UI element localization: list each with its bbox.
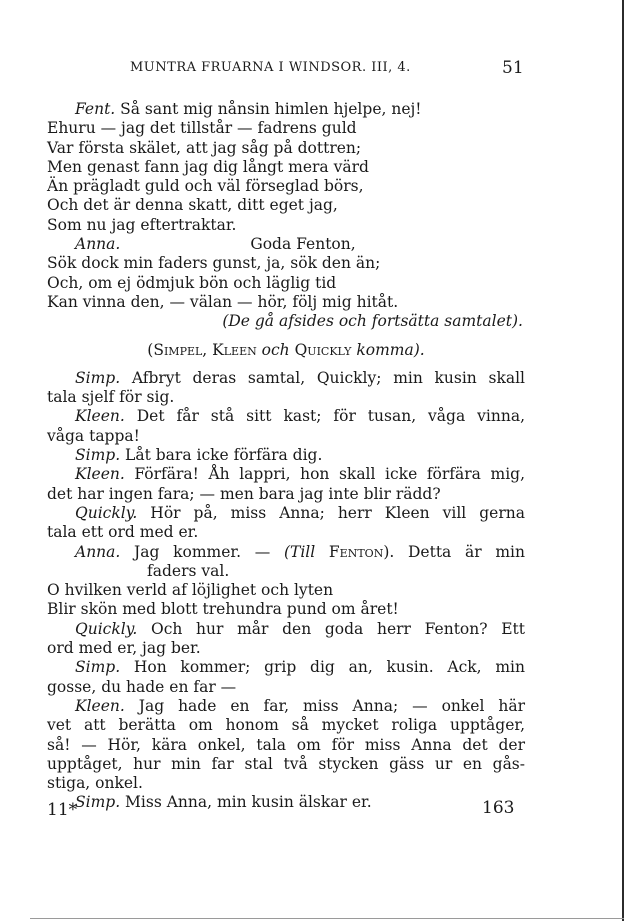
signature-mark: 11*	[47, 800, 78, 820]
speaker-name: Anna.	[75, 542, 121, 561]
aside-direction: (Till	[283, 542, 316, 561]
prose-line: det har ingen fara; — men bara jag inte blir rädd?	[47, 484, 441, 503]
verse-line: Blir skön med blott trehundra pund om året!	[47, 600, 399, 619]
stage-direction-entrance	[47, 341, 525, 360]
line-text: Miss Anna, min kusin älskar er.	[120, 793, 372, 812]
verse-line: Och det är denna skatt, ditt eget jag,	[47, 196, 338, 215]
verse-line: Och, om ej ödmjuk bön och läglig tid	[47, 273, 337, 292]
stage-verb: komma).	[356, 340, 425, 359]
prose-line	[47, 793, 525, 812]
speaker-name: Simp.	[75, 658, 121, 677]
line-text: Förfära! Åh lappri, hon skall icke förfära mig,	[124, 465, 525, 484]
line-text: Det får stå sitt kast; för tusan, våga vinna,	[124, 407, 525, 426]
line-text: Goda Fenton,	[250, 235, 356, 254]
speaker-name: Simp.	[75, 368, 121, 387]
verse-line: Ehuru — jag det tillstår — fadrens guld	[47, 119, 357, 138]
prose-line: våga tappa!	[47, 426, 140, 445]
line-text: Jag hade en far, miss Anna; — onkel här	[124, 696, 525, 715]
aside-name: Fenton	[315, 542, 384, 561]
speaker-name: Kleen.	[75, 696, 125, 715]
prose-line: ord med er, jag ber.	[47, 639, 201, 658]
line-text: Hör på, miss Anna; herr Kleen vill gerna	[137, 503, 525, 522]
verse-line	[47, 100, 525, 119]
speaker-name: Simp.	[75, 793, 121, 812]
line-text: Jag kommer. —	[120, 542, 284, 561]
line-text: Så sant mig nånsin himlen hjelpe, nej!	[115, 100, 422, 118]
speaker-name: Kleen.	[75, 407, 125, 426]
prose-line	[47, 407, 525, 426]
verse-line: Men genast fann jag dig långt mera värd	[47, 157, 369, 176]
speaker-name: Fent.	[75, 100, 116, 118]
prose-line: upptåget, hur min far stal två stycken gäss ur en gås-	[47, 754, 525, 773]
verse-line: O hvilken verld af löjlighet och lyten	[47, 581, 334, 600]
verse-line: Som nu jag eftertraktar.	[47, 215, 237, 234]
line-text: Och hur mår den goda herr Fenton? Ett	[137, 619, 525, 638]
prose-line	[47, 446, 525, 465]
speaker-name: Quickly.	[75, 503, 138, 522]
speaker-name: Kleen.	[75, 465, 125, 484]
page-bottom-edge	[30, 918, 624, 919]
prose-line: vet att berätta om honom så mycket roliga upptåger,	[47, 716, 525, 735]
speaker-name: Anna.	[75, 235, 121, 254]
verse-line: Kan vinna den, — välan — hör, följ mig hitåt.	[47, 292, 399, 311]
verse-line	[47, 235, 525, 254]
prose-line	[47, 697, 525, 716]
verse-line: Var första skälet, att jag såg på dottren;	[47, 138, 362, 157]
running-title: MUNTRA FRUARNA I WINDSOR. III, 4.	[130, 60, 411, 75]
prose-line: tala sjelf för sig.	[47, 388, 175, 407]
prose-line	[47, 369, 525, 388]
page-text	[47, 100, 525, 813]
stage-conjunction: och	[261, 340, 290, 359]
verse-line: Än prägladt guld och väl förseglad börs,	[47, 177, 364, 196]
stage-names: (Simpel, Kleen	[147, 340, 262, 359]
page-number: 51	[502, 58, 524, 78]
prose-line	[47, 504, 525, 523]
prose-line: tala ett ord med er.	[47, 523, 199, 542]
sheet-number: 163	[482, 798, 515, 818]
speaker-name: Simp.	[75, 446, 121, 465]
prose-line: gosse, du hade en far —	[47, 677, 237, 696]
speaker-name: Quickly.	[75, 619, 138, 638]
line-text: Hon kommer; grip dig an, kusin. Ack, min	[120, 658, 525, 677]
line-text: Afbryt deras samtal, Quickly; min kusin skall	[120, 368, 525, 387]
line-text: Låt bara icke förfära dig.	[120, 446, 323, 465]
prose-line	[47, 620, 525, 639]
prose-line: så! — Hör, kära onkel, tala om för miss Anna det der	[47, 735, 525, 754]
prose-line: stiga, onkel.	[47, 774, 143, 793]
verse-line: Sök dock min faders gunst, ja, sök den än;	[47, 254, 381, 273]
prose-line	[47, 543, 525, 562]
prose-line: faders val.	[147, 561, 230, 580]
prose-line	[47, 658, 525, 677]
stage-direction: (De gå afsides och fortsätta samtalet).	[222, 312, 523, 331]
stage-names: Quickly	[289, 340, 357, 359]
prose-line	[47, 465, 525, 484]
line-text: ). Detta är min	[383, 542, 525, 561]
